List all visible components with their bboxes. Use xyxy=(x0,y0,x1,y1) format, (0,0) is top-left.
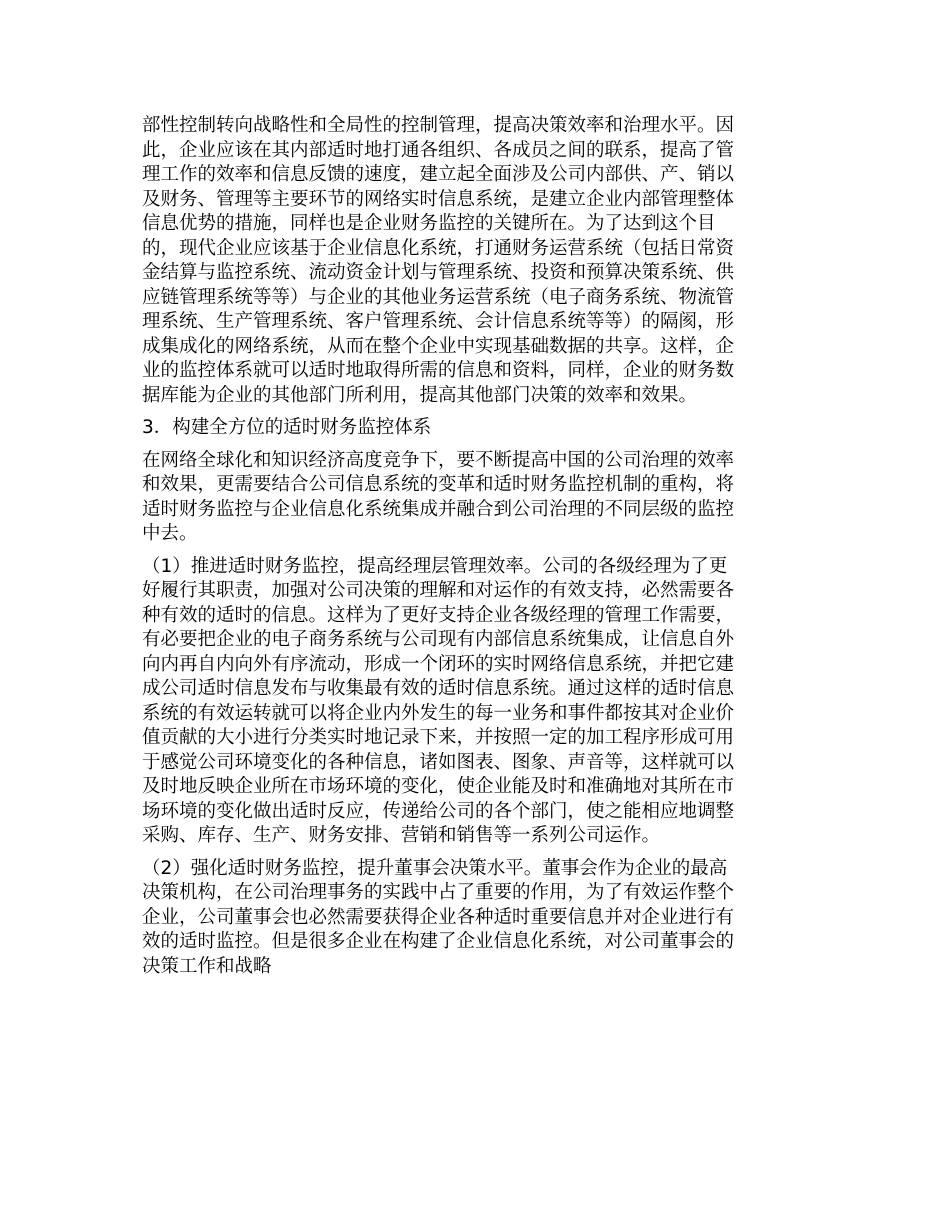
section-heading: 3．构建全方位的适时财务监控体系 xyxy=(142,417,432,438)
paragraph-information-integration: 部性控制转向战略性和全局性的控制管理，提高决策效率和治理水平。因此，企业应该在其内部适时地打通各组织、各成员之间的联系，提高了管理工作的效率和信息反馈的速度，建立起全面涉及公司内部供、产、销以及财务、管理等主要环节的网络实时信息系统，是建立企业内部管理整体信息优势的措施，同样也是企业财务监控的关键所在。为了达到这个目的，现代企业应该基于企业信息化系统，打通财务运营系统（包括日常资金结算与监控系统、流动资金计划与管理系统、投资和预算决策系统、供应链管理系统等等）与企业的其他业务运营系统（电子商务系统、物流管理系统、生产管理系统、客户管理系统、会计信息系统等等）的隔阂，形成集成化的网络系统，从而在整个企业中实现基础数据的共享。这样，企业的监控体系就可以适时地取得所需的信息和资料，同样，企业的财务数据库能为企业的其他部门所利用，提高其他部门决策的效率和效果。 xyxy=(142,115,735,406)
paragraph-intro: 在网络全球化和知识经济高度竞争下，要不断提高中国的公司治理的效率和效果，更需要结合公司信息系统的变革和适时财务监控机制的重构，将适时财务监控与企业信息化系统集成并融合到公司治理的不同层级的监控中去。 xyxy=(142,449,735,544)
paragraph-point-2: （2）强化适时财务监控，提升董事会决策水平。董事会作为企业的最高决策机构，在公司治理事务的实践中占了重要的作用，为了有效运作整个企业，公司董事会也必然需要获得企业各种适时重要信息并对企业进行有效的适时监控。但是很多企业在构建了企业信息化系统，对公司董事会的决策工作和战略 xyxy=(142,857,735,977)
document-page xyxy=(142,114,742,987)
paragraph-point-1: （1）推进适时财务监控，提高经理层管理效率。公司的各级经理为了更好履行其职责，加强对公司决策的理解和对运作的有效支持，必然需要各种有效的适时的信息。这样为了更好支持企业各级经理的管理工作需要，有必要把企业的电子商务系统与公司现有内部信息系统集成，让信息自外向内再自内向外有序流动，形成一个闭环的实时网络信息系统，并把它建成公司适时信息发布与收集最有效的适时信息系统。通过这样的适时信息系统的有效运转就可以将企业内外发生的每一业务和事件都按其对企业价值贡献的大小进行分类实时地记录下来，并按照一定的加工程序形成可用于感觉公司环境变化的各种信息，诸如图表、图象、声音等，这样就可以及时地反映企业所在市场环境的变化，使企业能及时和准确地对其所在市场环境的变化做出适时反应，传递给公司的各个部门，使之能相应地调整采购、库存、生产、财务安排、营销和销售等一系列公司运作。 xyxy=(142,555,735,846)
